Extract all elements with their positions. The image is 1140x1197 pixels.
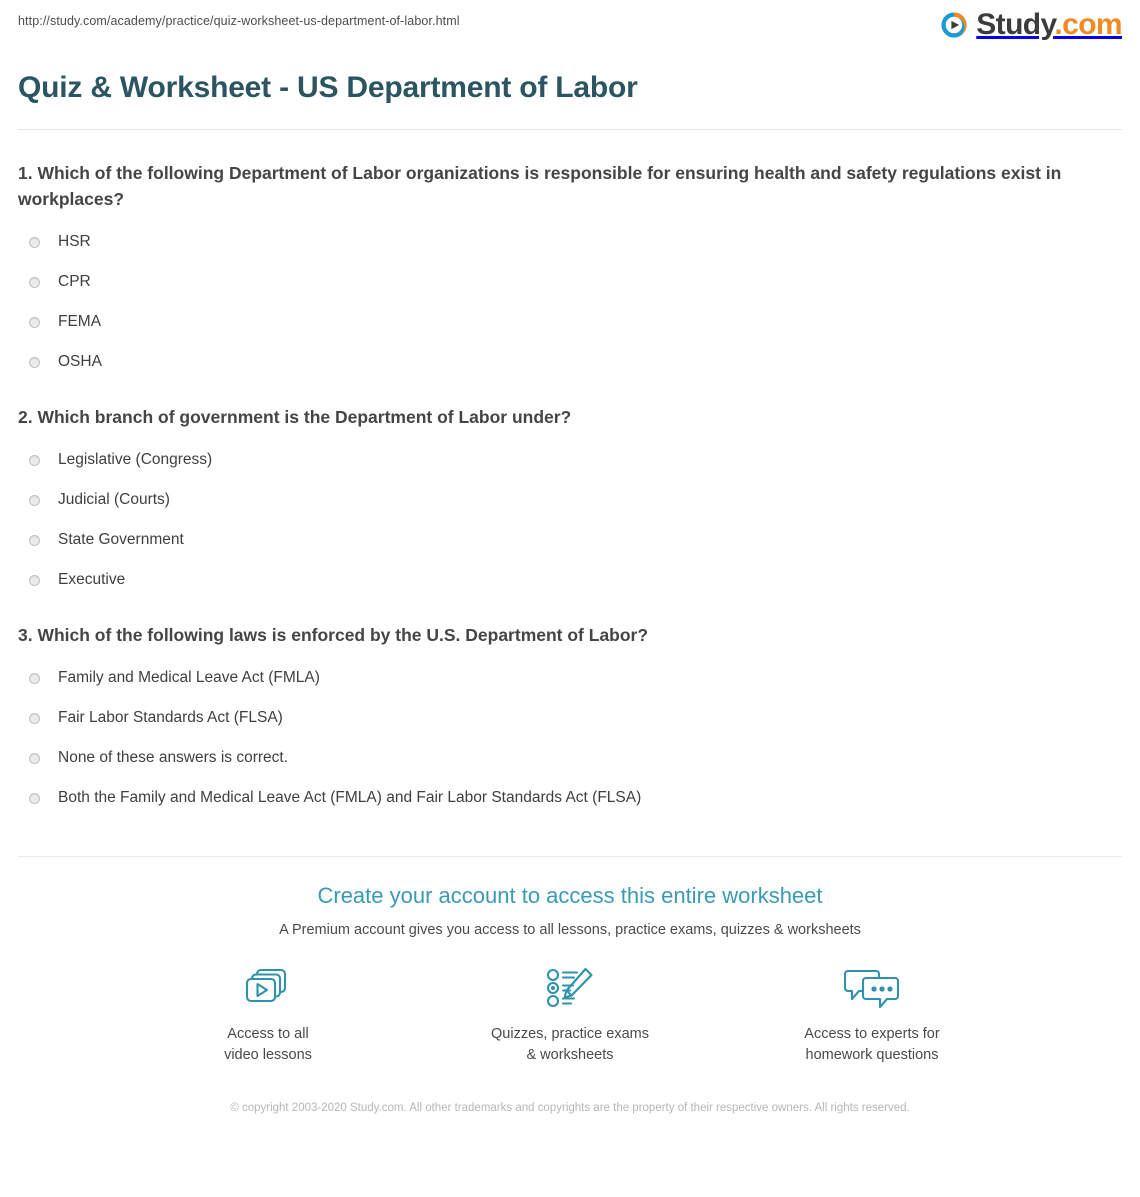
radio-button[interactable] (29, 455, 40, 466)
page-title: Quiz & Worksheet - US Department of Labor (18, 71, 638, 104)
radio-button[interactable] (29, 237, 40, 248)
quiz-questions (18, 130, 1122, 818)
feature-label-line1: Access to all (227, 1026, 309, 1042)
brand-suffix: .com (1054, 8, 1122, 41)
answer-option-label: OSHA (58, 353, 102, 370)
radio-button[interactable] (29, 713, 40, 724)
answer-option[interactable] (18, 302, 1122, 342)
answer-option-label: FEMA (58, 313, 102, 330)
question-text: 1. Which of the following Department of Labor organizations is responsible for ensuring health and safety regulations exist in workplaces? (18, 163, 1062, 209)
radio-button[interactable] (29, 673, 40, 684)
page-url: http://study.com/academy/practice/quiz-worksheet-us-department-of-labor.html (18, 14, 460, 28)
feature-label-line2: & worksheets (526, 1047, 614, 1063)
answer-option-label: Family and Medical Leave Act (FMLA) (58, 669, 320, 686)
radio-button[interactable] (29, 277, 40, 288)
copyright-notice: © copyright 2003-2020 Study.com. All other trademarks and copyrights are the property of their respective owners. All rights reserved. (230, 1102, 910, 1114)
answer-option[interactable] (18, 222, 1122, 262)
answer-option-label: Executive (58, 571, 126, 588)
answer-option-label: CPR (58, 273, 91, 290)
quiz-worksheet-pencil-icon (485, 962, 655, 1014)
question-block (18, 404, 1122, 600)
radio-button[interactable] (29, 357, 40, 368)
answer-option[interactable] (18, 778, 1122, 818)
answer-option-label: State Government (58, 531, 184, 548)
brand-wordmark (976, 10, 1122, 40)
feature-quizzes-worksheets (485, 962, 655, 1066)
answer-option[interactable] (18, 342, 1122, 382)
answer-option[interactable] (18, 560, 1122, 600)
answer-options (18, 658, 1122, 818)
feature-label (485, 1024, 655, 1066)
answer-option-label: Both the Family and Medical Leave Act (FMLA) and Fair Labor Standards Act (FLSA) (58, 789, 642, 806)
play-circle-icon (939, 10, 969, 40)
answer-option-label: Legislative (Congress) (58, 451, 213, 468)
answer-option[interactable] (18, 262, 1122, 302)
radio-button[interactable] (29, 753, 40, 764)
answer-options (18, 222, 1122, 382)
brand-name: Study (976, 8, 1055, 41)
answer-options (18, 440, 1122, 600)
feature-label-line1: Quizzes, practice exams (491, 1026, 649, 1042)
radio-button[interactable] (29, 495, 40, 506)
answer-option-label: None of these answers is correct. (58, 749, 289, 766)
create-account-link[interactable]: Create your account to access this entire worksheet (317, 883, 823, 908)
video-lessons-icon (183, 962, 353, 1014)
chat-bubbles-icon (787, 962, 957, 1014)
page-header (18, 0, 1122, 48)
feature-label-line2: homework questions (805, 1047, 939, 1063)
create-account-cta (18, 857, 1122, 1117)
radio-button[interactable] (29, 793, 40, 804)
radio-button[interactable] (29, 575, 40, 586)
answer-option-label: Judicial (Courts) (58, 491, 170, 508)
answer-option[interactable] (18, 440, 1122, 480)
feature-video-lessons (183, 962, 353, 1066)
premium-features (18, 962, 1122, 1066)
feature-label (787, 1024, 957, 1066)
study-com-logo[interactable] (939, 10, 1122, 40)
radio-button[interactable] (29, 535, 40, 546)
cta-subtitle: A Premium account gives you access to all lessons, practice exams, quizzes & worksheets (279, 922, 861, 938)
feature-label-line2: video lessons (224, 1047, 312, 1063)
answer-option[interactable] (18, 738, 1122, 778)
question-block (18, 160, 1122, 382)
answer-option-label: HSR (58, 233, 91, 250)
answer-option[interactable] (18, 520, 1122, 560)
feature-expert-help (787, 962, 957, 1066)
question-block (18, 622, 1122, 818)
question-text: 3. Which of the following laws is enforced by the U.S. Department of Labor? (18, 625, 649, 645)
radio-button[interactable] (29, 317, 40, 328)
question-text: 2. Which branch of government is the Department of Labor under? (18, 407, 572, 427)
feature-label (183, 1024, 353, 1066)
feature-label-line1: Access to experts for (804, 1026, 940, 1042)
answer-option[interactable] (18, 658, 1122, 698)
answer-option[interactable] (18, 480, 1122, 520)
answer-option[interactable] (18, 698, 1122, 738)
answer-option-label: Fair Labor Standards Act (FLSA) (58, 709, 283, 726)
